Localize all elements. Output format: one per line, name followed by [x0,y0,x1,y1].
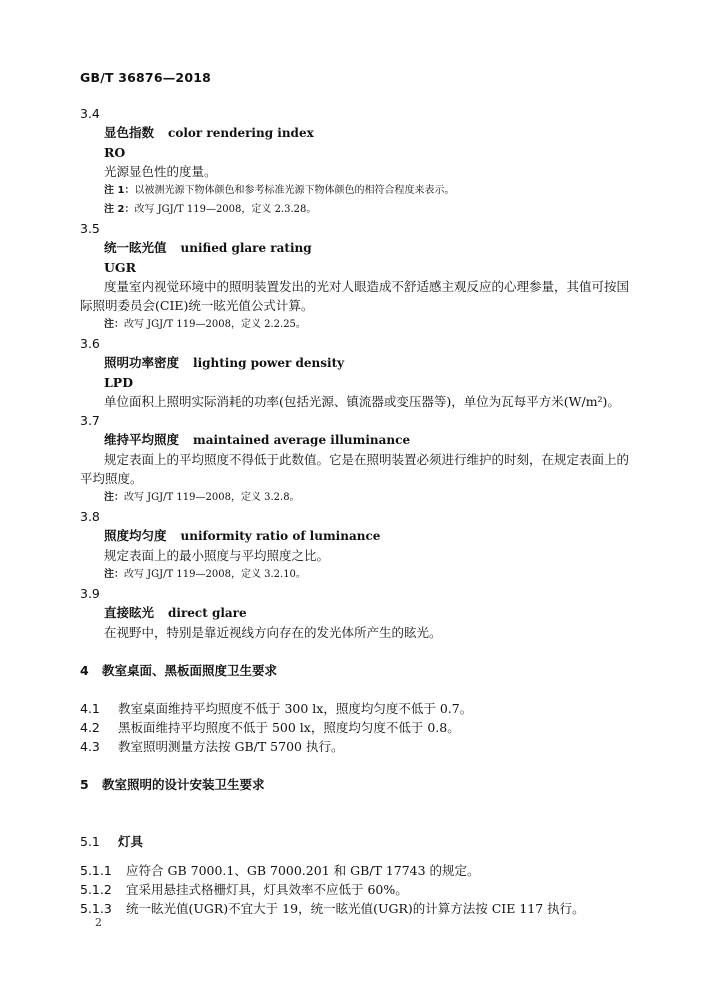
term-entry [80,219,645,334]
term-chinese: 照明功率密度 [104,355,180,370]
term-chinese: 直接眩光 [104,605,155,620]
note-label: 注： [104,492,124,503]
note-label: 注： [104,319,124,330]
section-5-clauses [80,861,645,918]
section-number: 5 [80,777,89,792]
clause-number: 5.1.2 [80,882,112,897]
term-number: 3.9 [80,586,100,601]
term-definition [104,546,645,565]
subsection-number: 5.1 [80,834,100,849]
term-entry [80,584,645,642]
term-note [104,181,645,200]
section-title: 教室照明的设计安装卫生要求 [102,777,265,792]
term-note [104,315,645,334]
term-chinese: 显色指数 [104,125,155,140]
note-text: 以被测光源下物体颜色和参考标准光源下物体颜色的相符合程度来表示。 [134,185,455,196]
term-title [104,353,645,373]
term-english: direct glare [168,606,247,620]
definition-line: 光源显色性的度量。 [104,164,217,179]
term-definition [80,450,645,488]
definition-line: 规定表面上的平均照度不得低于此数值。它是在照明装置必须进行维护的时刻，在规定表面上的 [104,452,630,467]
definition-line: 际照明委员会(CIE)统一眩光值公式计算。 [80,298,314,313]
term-definition [104,162,645,181]
clause-number: 4.3 [80,739,100,754]
term-english: uniformity ratio of luminance [180,529,381,543]
term-english: unified glare rating [180,241,312,255]
term-english: color rendering index [168,126,314,140]
term-definition [104,392,645,411]
section-5-heading [80,775,645,794]
section-4-clauses [80,699,645,756]
term-number: 3.4 [80,106,100,121]
term-chinese: 统一眩光值 [104,240,167,255]
section-title: 教室桌面、黑板面照度卫生要求 [102,663,278,678]
note-text: 改写 JGJ/T 119—2008，定义 2.2.25。 [124,319,306,330]
term-note [104,488,645,507]
definition-line: 在视野中，特别是靠近视线方向存在的发光体所产生的眩光。 [104,625,442,640]
term-chinese: 照度均匀度 [104,528,167,543]
definition-line: 度量室内视觉环境中的照明装置发出的光对人眼造成不舒适感主观反应的心理参量，其值可按国 [104,279,630,294]
definition-line: 平均照度。 [80,471,143,486]
subsection-title: 灯具 [118,834,144,849]
clause-number: 4.1 [80,701,100,716]
term-title [104,430,645,450]
term-title [104,238,645,258]
term-abbreviation: RO [104,145,126,160]
term-abbreviation: LPD [104,375,134,390]
term-entry [80,411,645,507]
clause-row [80,699,645,718]
term-definition [104,623,645,642]
term-note [104,200,645,219]
clause-row [80,861,645,880]
clause-row [80,880,645,899]
term-number: 3.7 [80,413,100,428]
clause-row [80,899,645,918]
term-number: 3.5 [80,221,100,236]
term-entry [80,104,645,219]
clause-text: 统一眩光值(UGR)不宜大于 19，统一眩光值(UGR)的计算方法按 CIE 117 执行。 [126,901,585,916]
clause-text: 黑板面维持平均照度不低于 500 lx，照度均匀度不低于 0.8。 [118,720,460,735]
section-4-heading [80,661,645,680]
note-text: 改写 JGJ/T 119—2008，定义 3.2.10。 [124,569,306,580]
term-title [104,526,645,546]
term-english: maintained average illuminance [193,433,411,447]
definition-line: 单位面积上照明实际消耗的功率(包括光源、镇流器或变压器等)，单位为瓦每平方米(W/m²)。 [104,394,620,409]
term-number: 3.8 [80,509,100,524]
page-content [80,104,645,918]
clause-text: 宜采用悬挂式格栅灯具，灯具效率不应低于 60%。 [126,882,408,897]
term-title [104,123,645,143]
note-label: 注： [104,569,124,580]
clause-number: 5.1.3 [80,901,112,916]
clause-number: 4.2 [80,720,100,735]
term-number: 3.6 [80,336,100,351]
term-abbreviation: UGR [104,260,136,275]
term-note [104,565,645,584]
page-number: 2 [95,916,102,929]
note-text: 改写 JGJ/T 119—2008，定义 3.2.8。 [124,492,300,503]
term-title [104,603,645,623]
term-definition [80,277,645,315]
term-entry [80,507,645,584]
term-english: lighting power density [193,356,345,370]
term-chinese: 维持平均照度 [104,432,180,447]
terms-list [80,104,645,642]
clause-text: 教室照明测量方法按 GB/T 5700 执行。 [118,739,344,754]
clause-row [80,737,645,756]
note-label: 注 1： [104,185,135,196]
clause-text: 教室桌面维持平均照度不低于 300 lx，照度均匀度不低于 0.7。 [118,701,473,716]
section-number: 4 [80,663,89,678]
clause-row [80,718,645,737]
clause-number: 5.1.1 [80,863,112,878]
term-entry [80,334,645,411]
subsection-5-1-heading [80,832,645,851]
note-text: 改写 JGJ/T 119—2008，定义 2.3.28。 [134,204,317,215]
clause-text: 应符合 GB 7000.1、GB 7000.201 和 GB/T 17743 的规定。 [126,863,480,878]
definition-line: 规定表面上的最小照度与平均照度之比。 [104,548,330,563]
note-label: 注 2： [104,204,135,215]
standard-number: GB/T 36876—2018 [80,70,212,85]
